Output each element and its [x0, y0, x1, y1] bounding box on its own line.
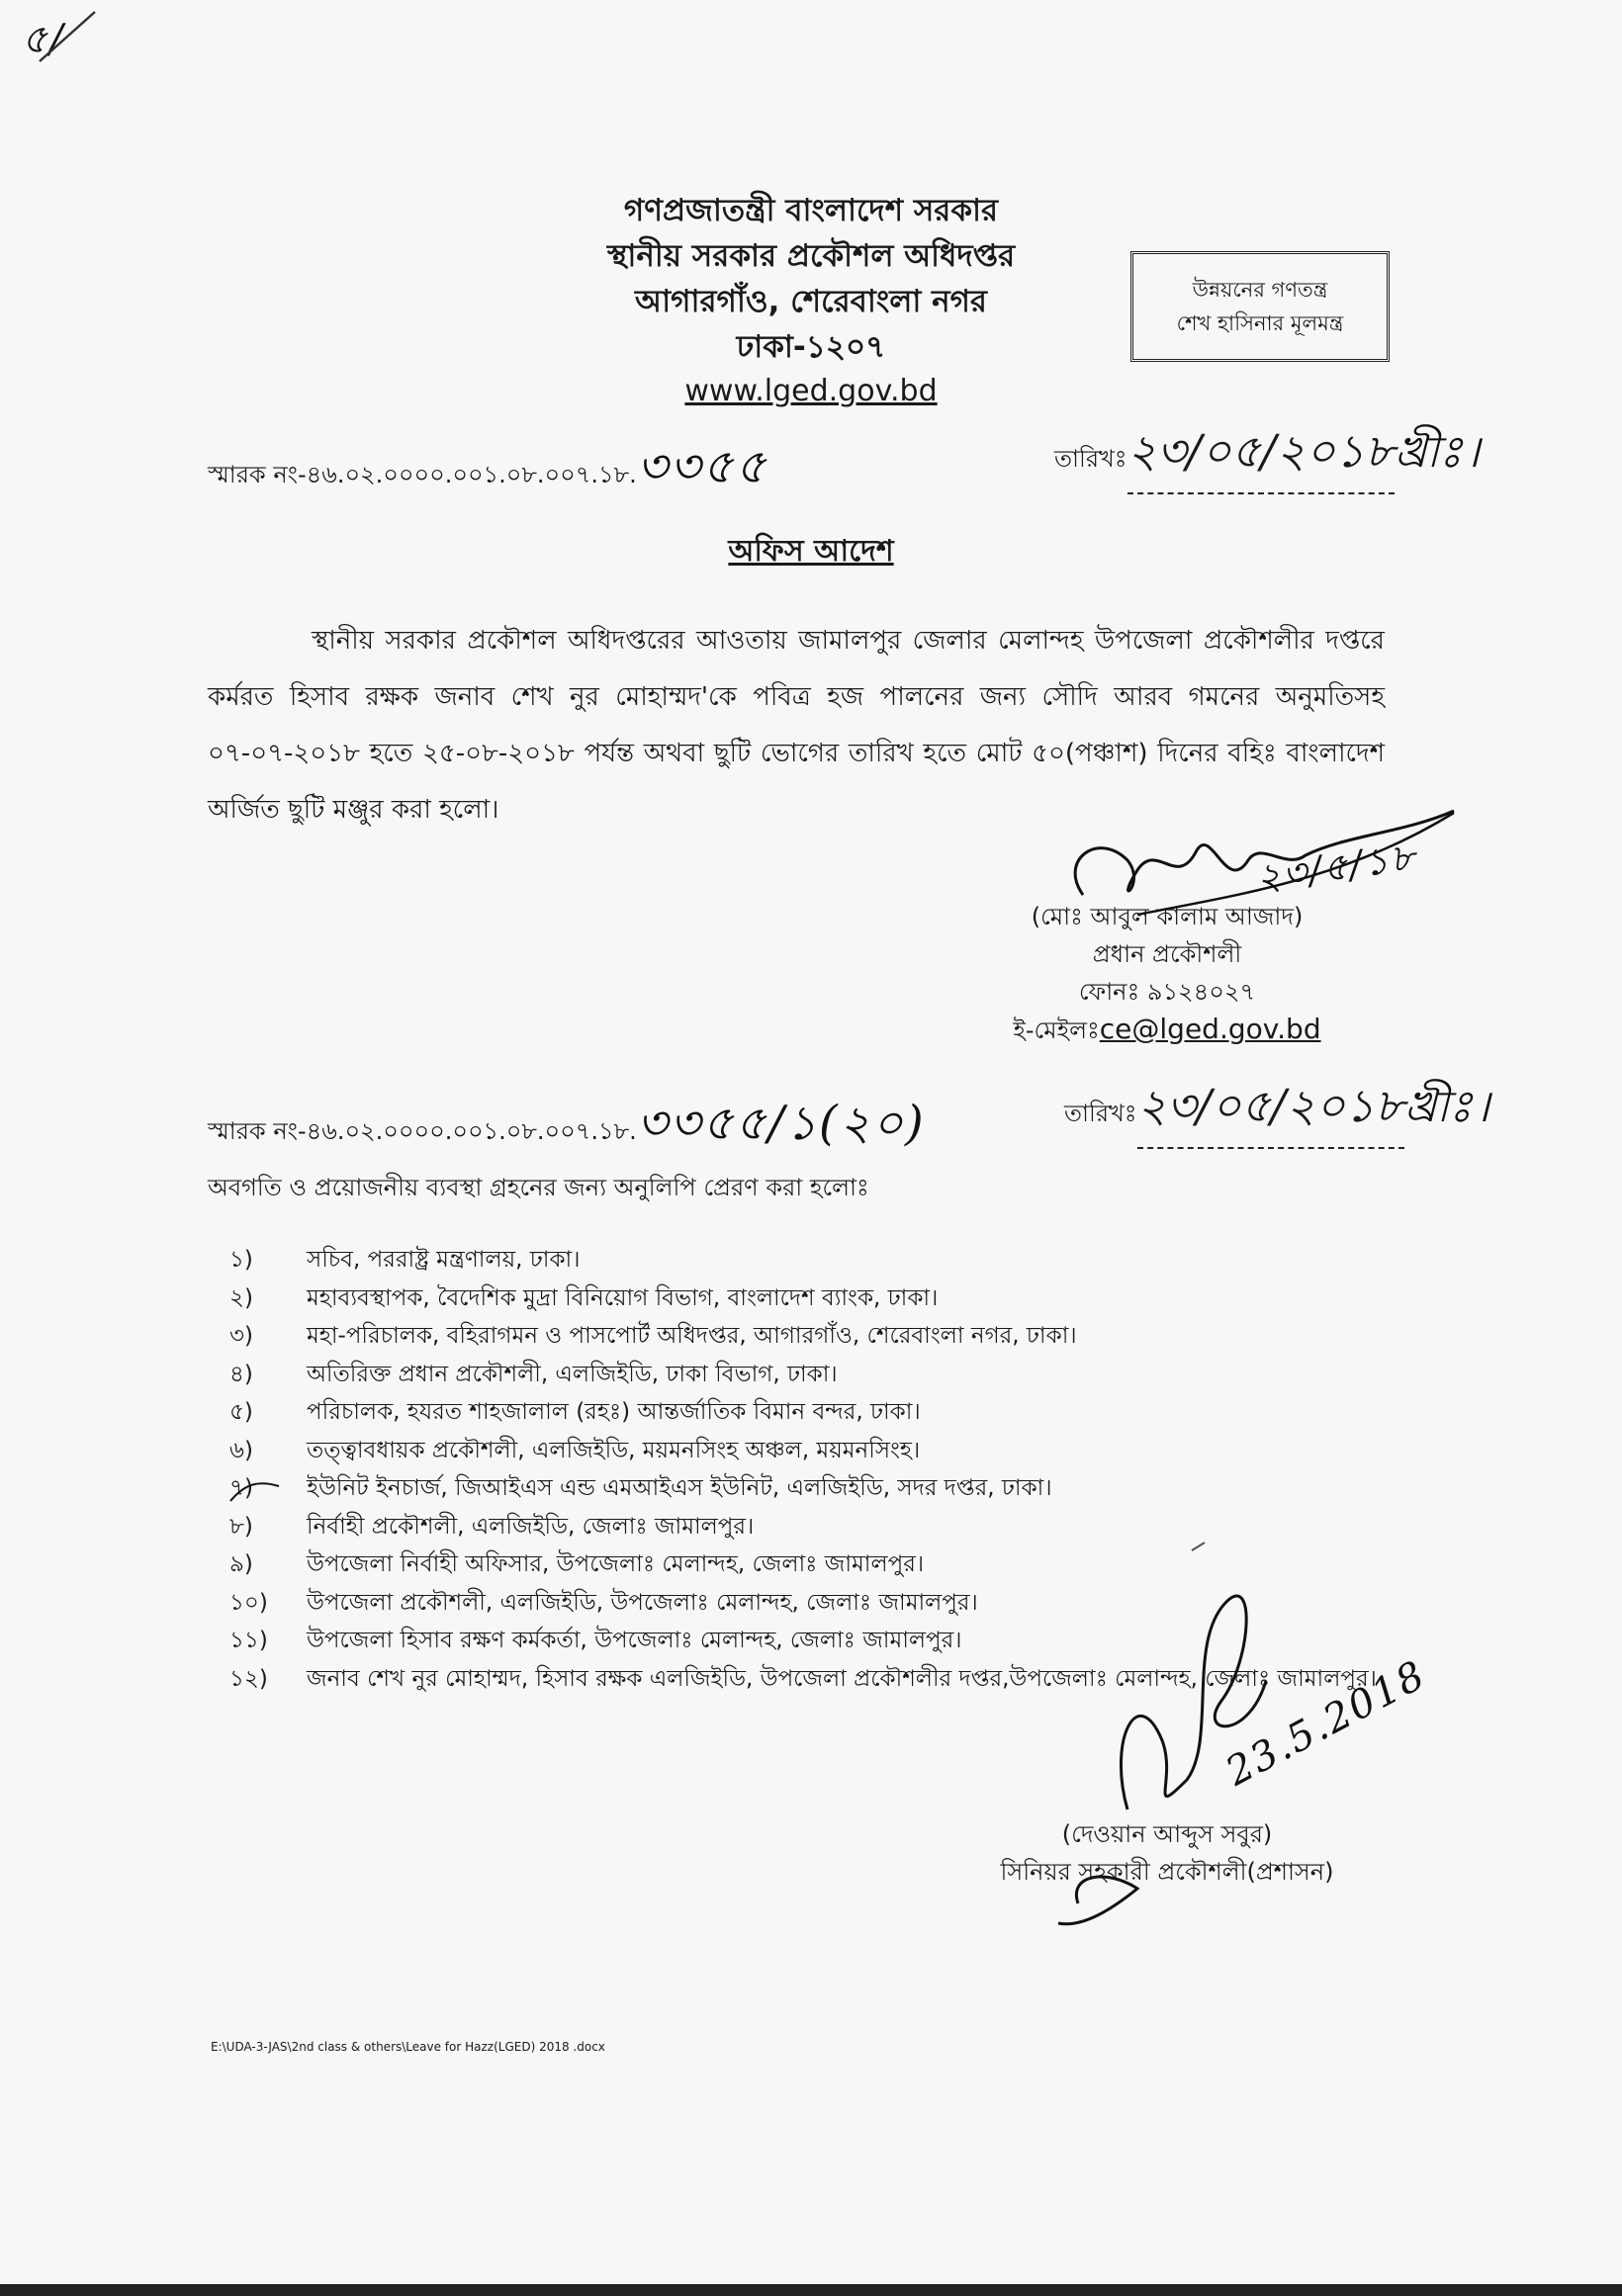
- copy-recipient-number: ৫): [229, 1399, 253, 1425]
- copy-memo-prefix: স্মারক নং-৪৬.০২.০০০০.০০১.০৮.০০৭.১৮.: [208, 1117, 637, 1145]
- copy-recipient-text: অতিরিক্ত প্রধান প্রকৌশলী, এলজিইডি, ঢাকা বিভাগ, ঢাকা।: [307, 1361, 838, 1387]
- order-body-text: স্থানীয় সরকার প্রকৌশল অধিদপ্তরের আওতায় জামালপুর জেলার মেলান্দহ উপজেলা প্রকৌশলীর দপ্তরে কর্মরত হিসাব রক্ষক জনাব শেখ নুর মোহাম্মদ'কে পবিত্র হজ পালনের জন্য সৌদি আরব গমনের অনুমতিসহ ০৭-০৭-২০১৮ হতে ২৫-০৮-২০১৮ পর্যন্ত অথবা ছুটি ভোগের তারিখ হতে মোট ৫০(পঞ্চাশ) দিনের বহিঃ বাংলাদেশ অর্জিত ছুটি মঞ্জুর করা হলো।: [208, 626, 1385, 825]
- copy-recipient-text: উপজেলা হিসাব রক্ষণ কর্মকর্তা, উপজেলাঃ মেলান্দহ, জেলাঃ জামালপুর।: [307, 1628, 962, 1653]
- memo-prefix: স্মারক নং-৪৬.০২.০০০০.০০১.০৮.০০৭.১৮.: [208, 461, 637, 488]
- website-link[interactable]: www.lged.gov.bd: [684, 374, 938, 408]
- email-link[interactable]: ce@lged.gov.bd: [1099, 1013, 1321, 1045]
- order-title: অফিস আদেশ: [728, 534, 894, 569]
- signatory-1-name: (মোঃ আবুল কালাম আজাদ): [1031, 903, 1304, 930]
- signatory-2-name: (দেওয়ান আব্দুস সবুর): [1061, 1820, 1273, 1848]
- city-line: ঢাকা-১২০৭: [736, 329, 886, 365]
- email-label: ই-মেইলঃ: [1013, 1016, 1100, 1044]
- list-margin-mark: [230, 1483, 279, 1501]
- copy-recipient-number: ১০): [229, 1589, 268, 1616]
- signatory-2-designation: সিনিয়র সহকারী প্রকৌশলী(প্রশাসন): [1000, 1858, 1334, 1886]
- copy-date-suffix: খ্রীঃ।: [1403, 1082, 1492, 1132]
- copy-recipient-number: ১২): [229, 1665, 268, 1692]
- copy-date-label: তারিখঃ: [1064, 1100, 1137, 1127]
- copy-recipient-number: ৯): [229, 1551, 253, 1577]
- copy-recipient-text: সচিব, পররাষ্ট্র মন্ত্রণালয়, ঢাকা।: [307, 1247, 581, 1273]
- copy-recipient-text: নির্বাহী প্রকৌশলী, এলজিইডি, জেলাঃ জামালপুর।: [307, 1513, 755, 1540]
- copy-recipient-text: মহা-পরিচালক, বহিরাগমন ও পাসপোর্ট অধিদপ্তর, আগারগাঁও, শেরেবাংলা নগর, ঢাকা।: [307, 1323, 1077, 1349]
- copy-recipient-text: উপজেলা প্রকৌশলী, এলজিইডি, উপজেলাঃ মেলান্দহ, জেলাঃ জামালপুর।: [307, 1589, 978, 1616]
- copy-recipient-number: ২): [229, 1284, 253, 1311]
- signature-1-scribble: [1075, 811, 1454, 895]
- copy-recipient-number: ১১): [229, 1628, 268, 1653]
- signature-2-date: 23.5.2018: [1218, 1651, 1434, 1796]
- copy-recipient-text: মহাব্যবস্থাপক, বৈদেশিক মুদ্রা বিনিয়োগ বিভাগ, বাংলাদেশ ব্যাংক, ঢাকা।: [307, 1284, 939, 1311]
- copy-recipient-text: উপজেলা নির্বাহী অফিসার, উপজেলাঃ মেলান্দহ, জেলাঃ জামালপুর।: [307, 1551, 925, 1577]
- copy-recipient-number: ৬): [229, 1437, 253, 1463]
- address-line: আগারগাঁও, শেরেবাংলা নগর: [635, 284, 987, 319]
- memo-handwritten-number: ৩৩৫৫: [636, 439, 768, 494]
- copy-date-value: ২৩/০৫/২০১৮: [1137, 1072, 1404, 1149]
- copy-recipient-text: জনাব শেখ নুর মোহাম্মদ, হিসাব রক্ষক এলজিইডি, উপজেলা প্রকৌশলীর দপ্তর,উপজেলাঃ মেলান্দহ, জেলাঃ জামালপুর।: [307, 1665, 1377, 1692]
- govt-name: গণপ্রজাতন্ত্রী বাংলাদেশ সরকার: [623, 193, 999, 228]
- signature-2-loop: [1058, 1877, 1137, 1924]
- file-path-footer: E:\UDA-3-JAS\2nd class & others\Leave for Hazz(LGED) 2018 .docx: [211, 2040, 605, 2054]
- signatory-1-phone: ফোনঃ ৯১২৪০২৭: [1078, 978, 1256, 1006]
- copy-recipient-text: পরিচালক, হযরত শাহজালাল (রহঃ) আন্তর্জাতিক বিমান বন্দর, ঢাকা।: [307, 1399, 921, 1425]
- copy-recipient-number: ৭): [229, 1475, 253, 1501]
- copy-recipient-text: তত্ত্বাবধায়ক প্রকৌশলী, এলজিইডি, ময়মনসিংহ অঞ্চল, ময়মনসিংহ।: [307, 1437, 921, 1463]
- corner-page-mark: ৫/: [22, 17, 65, 62]
- signatory-1-designation: প্রধান প্রকৌশলী: [1092, 940, 1242, 968]
- signature-2-scribble: [1121, 1596, 1266, 1810]
- date-label: তারিখঃ: [1054, 445, 1127, 473]
- copy-recipient-number: ১): [229, 1247, 253, 1273]
- corner-stroke: [40, 12, 95, 61]
- date-suffix: খ্রীঃ।: [1394, 427, 1483, 478]
- copy-recipient-text: ইউনিট ইনচার্জ, জিআইএস এন্ড এমআইএস ইউনিট, এলজিইডি, সদর দপ্তর, ঢাকা।: [307, 1475, 1052, 1501]
- copy-recipient-number: ৪): [229, 1361, 253, 1387]
- copy-recipient-number: ৮): [229, 1513, 253, 1540]
- copy-memo-handwritten-number: ৩৩৫৫/১(২০): [636, 1096, 926, 1151]
- slogan-line-2: শেখ হাসিনার মূলমন্ত্র: [1176, 311, 1344, 335]
- copy-recipient-number: ৩): [229, 1323, 253, 1349]
- department-name: স্থানীয় সরকার প্রকৌশল অধিদপ্তর: [606, 238, 1016, 274]
- date-value: ২৩/০৫/২০১৮: [1127, 417, 1395, 494]
- signature-1-date: ২৩/৫/১৮: [1253, 834, 1419, 901]
- copy-intro: অবগতি ও প্রয়োজনীয় ব্যবস্থা গ্রহনের জন্য অনুলিপি প্রেরণ করা হলোঃ: [208, 1174, 869, 1201]
- tick-mark: [1192, 1543, 1205, 1550]
- slogan-line-1: উন্নয়নের গণতন্ত্র: [1192, 278, 1328, 302]
